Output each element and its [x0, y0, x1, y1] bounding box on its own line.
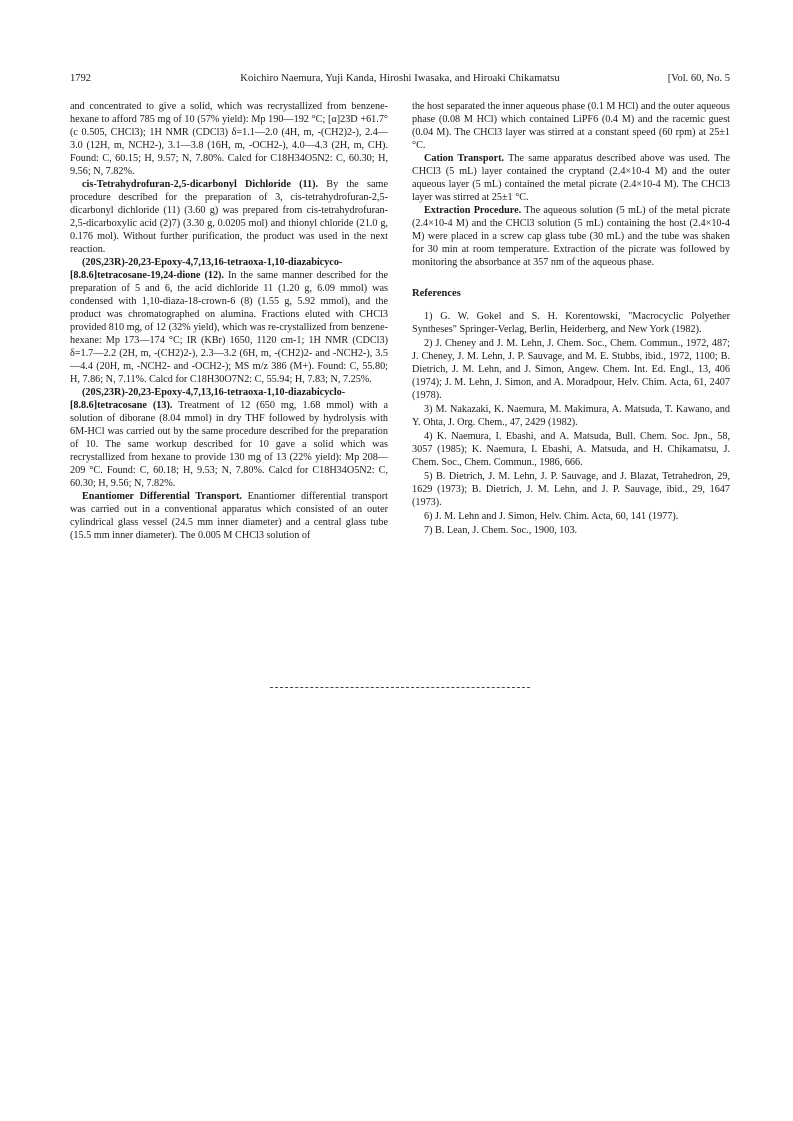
reference-item: 4) K. Naemura, I. Ebashi, and A. Matsuda, Bull. Chem. Soc. Jpn., 58, 3057 (1985); K. Naemura, I. Ebashi, A. Matsuda, and H. Chikamatsu, J. Chem. Soc., Chem. Commun., 1986, 666. — [412, 431, 730, 468]
running-head — [70, 73, 730, 89]
reference-item: 1) G. W. Gokel and S. H. Korentowski, "Macrocyclic Polyether Syntheses" Springer-Verlag, Berlin, Heiderberg, and New York (1982). — [412, 311, 730, 335]
paragraph-compound-13 — [70, 386, 388, 490]
paragraph-body-enantiomer-transport: Enantiomer differential transport was carried out in a conventional apparatus which consisted of an outer cylindrical glass vessel (24.5 mm inner diameter) and a central glass tube (15.5 mm inner diameter). The 0.005 M CHCl3 solution of — [70, 491, 388, 541]
reference-item: 7) B. Lean, J. Chem. Soc., 1900, 103. — [424, 525, 578, 536]
paragraph-cation-transport — [412, 152, 730, 204]
section-title-enantiomer-transport: Enantiomer Differential Transport. — [82, 491, 242, 502]
section-title-dichloride: cis-Tetrahydrofuran-2,5-dicarbonyl Dichloride (11). — [82, 179, 319, 190]
paragraph-body-compound-12: In the same manner described for the preparation of 5 and 6, the acid dichloride 11 (1.20 g, 6.09 mmol) was condensed with 1,10-diaza-18-crown-6 (8) (1.55 g, 5.92 mmol), and the product was chromatographed on alumina. Fractions eluted with CHCl3 provided 810 mg, of 12 (32% yield), which was re-crystallized from benzene-hexane: Mp 173—174 °C; IR (KBr) 1650, 1120 cm-1; 1H NMR (CDCl3) δ=1.7—2.2 (2H, m, -(CH2)2-), 2.3—3.2 (6H, m, -(CH2)2- and -NCH2-), 3.5—4.4 (20H, m, -NCH2- and -OCH2-); MS m/z 386 (M+). Found: C, 55.80; H, 7.86; N, 7.11%. Calcd for C18H30O7N2: C, 55.94; H, 7.83; N, 7.25%. — [70, 270, 388, 385]
paragraph-enantiomer-transport — [70, 490, 388, 542]
paragraph-extraction — [412, 204, 730, 269]
reference-item: 5) B. Dietrich, J. M. Lehn, J. P. Sauvage, and J. Blazat, Tetrahedron, 29, 1629 (1973); B. Dietrich, J. M. Lehn, and J. P. Sauvage, ibid., 29, 1647 (1973). — [412, 471, 730, 508]
paragraph-body-extraction: The aqueous solution (5 mL) of the metal picrate (2.4×10-4 M) and the CHCl3 solution (5 mL) containing the host (2.4×10-4 M) were placed in a screw cap glass tube (30 mL) and the tube was shaken for 30 min at room temperature. Extraction of the picrate was followed by monitoring the absorbance at 357 nm of the aqueous phase. — [412, 205, 730, 268]
paragraph-body-dichloride: By the same procedure described for the preparation of 3, cis-tetrahydrofuran-2,5-dicarbonyl dichloride (11) (3.60 g) was prepared from cis-tetrahydrofuran-2,5-dicarboxylic acid (2)7) (3.30 g, 0.0205 mol) and thionyl chloride (21.0 g, 0.176 mol). Without further purification, the product was used in the next reaction. — [70, 179, 388, 255]
section-title-compound-12: (20S,23R)-20,23-Epoxy-4,7,13,16-tetraoxa-1,10-diazabicyco-[8.8.6]tetracosane-19,24-dione (12). — [70, 257, 343, 281]
section-title-extraction: Extraction Procedure. — [424, 205, 522, 216]
running-head-authors: Koichiro Naemura, Yuji Kanda, Hiroshi Iwasaka, and Hiroaki Chikamatsu — [240, 73, 560, 84]
right-column — [412, 100, 730, 538]
reference-item: 2) J. Cheney and J. M. Lehn, J. Chem. Soc., Chem. Commun., 1972, 487; J. Cheney, J. M. Lehn, J. P. Sauvage, and M. E. Stubbs, ibid., 1972, 1100; B. Dietrich, J. M. Lehn, and J. Simon, Angew. Chem. Int. Ed. Engl., 13, 406 (1974); J. M. Lehn, J. Simon, and A. Moradpour, Helv. Chim. Acta, 61, 2407 (1978). — [412, 338, 730, 401]
left-column — [70, 100, 388, 542]
paragraph-body-compound-13: Treatment of 12 (650 mg, 1.68 mmol) with a solution of diborane (8.04 mmol) in dry THF followed by hydrolysis with 6M-HCl was carried out by the same procedure described for the preparation of 10. The same workup described for 10 gave a solid which was recrystallized from hexane to provide 130 mg of 13 (22% yield): Mp 208—209 °C. Found: C, 60.18; H, 9.53; N, 7.80%. Calcd for C18H34O5N2: C, 60.30; H, 9.56; N, 7.82%. — [70, 400, 388, 489]
section-title-compound-13: (20S,23R)-20,23-Epoxy-4,7,13,16-tetraoxa-1,10-diazabicyclo-[8.8.6]tetracosane (13). — [70, 387, 346, 411]
paragraph-body-cation-transport: The same apparatus described above was used. The CHCl3 (5 mL) layer contained the cryptand (2.4×10-4 M) and the outer aqueous layer (5 mL) contained the metal picrate (2.4×10-4 M). The CHCl3 layer was stirred at 25±1 °C. — [412, 153, 730, 203]
paragraph-compound-12 — [70, 256, 388, 386]
end-divider — [270, 687, 530, 688]
references-heading: References — [412, 288, 461, 299]
page-number: 1792 — [70, 73, 91, 84]
paragraph-continuation: and concentrated to give a solid, which was recrystallized from benzene-hexane to afford 785 mg of 10 (57% yield): Mp 190—192 °C; [α]23D +61.7° (c 0.505, CHCl3); 1H NMR (CDCl3) δ=1.1—2.0 (4H, m, -(CH2)2-), 2.4—3.0 (12H, m, NCH2-), 3.1—3.8 (16H, m, -OCH2-), 4.0—4.3 (2H, m, CH). Found: C, 60.15; H, 9.57; N, 7.80%. Calcd for C18H34O5N2: C, 60.30; H, 9.56; N, 7.82%. — [70, 101, 388, 177]
paragraph-dichloride — [70, 178, 388, 256]
paragraph-host-phase: the host separated the inner aqueous phase (0.1 M HCl) and the outer aqueous phase (0.08 M HCl) which contained LiPF6 (0.4 M) and the racemic guest (0.04 M). The CHCl3 layer was stirred at a constant speed (60 rpm) at 25±1 °C. — [412, 101, 730, 151]
running-head-journal: [Vol. 60, No. 5 — [667, 73, 730, 84]
section-title-cation-transport: Cation Transport. — [424, 153, 505, 164]
reference-item: 6) J. M. Lehn and J. Simon, Helv. Chim. Acta, 60, 141 (1977). — [424, 511, 679, 522]
reference-item: 3) M. Nakazaki, K. Naemura, M. Makimura, A. Matsuda, T. Kawano, and Y. Ohta, J. Org. Chem., 47, 2429 (1982). — [412, 404, 730, 428]
